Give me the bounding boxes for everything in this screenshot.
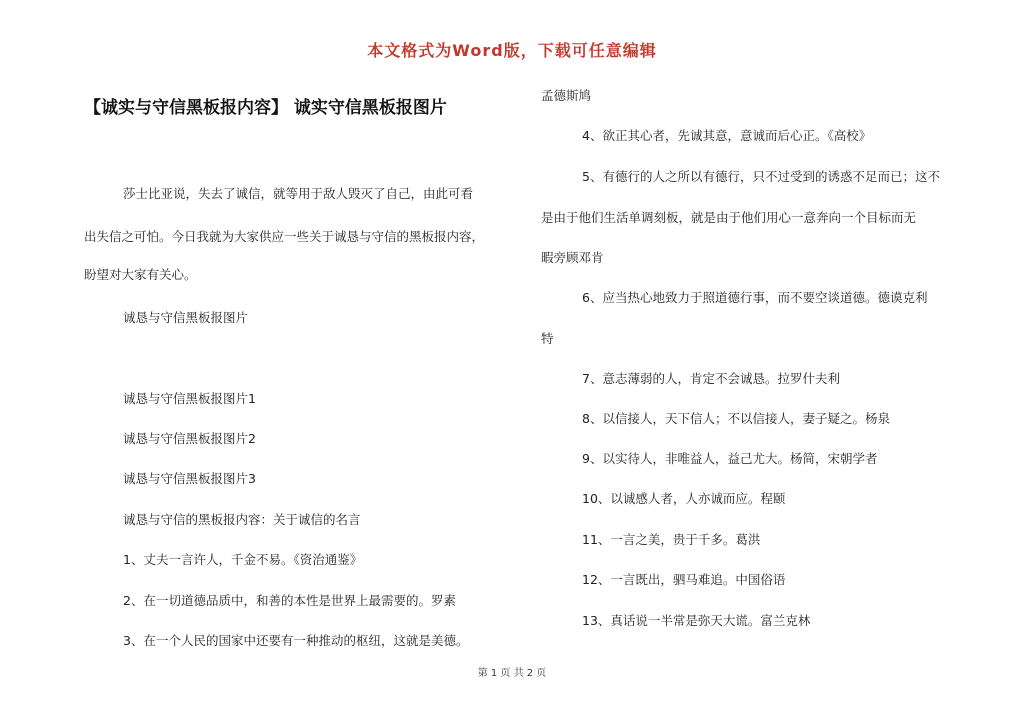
intro-line-3: 盼望对大家有关心。	[84, 267, 197, 282]
quote-9: 9、以实待人，非唯益人，益己尤大。杨简，宋朝学者	[582, 451, 878, 466]
quote-5-line-2: 是由于他们生活单调刻板，就是由于他们用心一意奔向一个目标而无	[541, 210, 917, 225]
images-heading: 诚恳与守信黑板报图片	[123, 310, 249, 325]
intro-line-2: 出失信之可怕。今日我就为大家供应一些关于诚恳与守信的黑板报内容，	[84, 229, 485, 244]
quote-8: 8、以信接人，天下信人；不以信接人，妻子疑之。杨泉	[582, 411, 890, 426]
quote-3: 3、在一个人民的国家中还要有一种推动的枢纽，这就是美德。	[123, 633, 469, 648]
quote-6-line-2: 特	[541, 331, 554, 346]
quote-7: 7、意志薄弱的人，肯定不会诚恳。拉罗什夫利	[582, 371, 840, 386]
image-caption-1: 诚恳与守信黑板报图片1	[123, 391, 256, 406]
image-caption-2: 诚恳与守信黑板报图片2	[123, 431, 256, 446]
page-footer: 第 1 页 共 2 页	[477, 668, 547, 679]
document-title: 【诚实与守信黑板报内容】 诚实守信黑板报图片	[84, 98, 447, 118]
quote-6-line-1: 6、应当热心地致力于照道德行事，而不要空谈道德。德谟克利	[582, 290, 928, 305]
quote-11: 11、一言之美，贵于千多。葛洪	[582, 532, 761, 547]
quote-10: 10、以诚感人者，人亦诚而应。程颐	[582, 491, 786, 506]
quote-12: 12、一言既出，驷马难追。中国俗语	[582, 572, 786, 587]
image-caption-3: 诚恳与守信黑板报图片3	[123, 471, 256, 486]
quotes-heading: 诚恳与守信的黑板报内容：关于诚信的名言	[123, 512, 361, 527]
intro-line-1: 莎士比亚说，失去了诚信，就等用于敌人毁灭了自己，由此可看	[123, 186, 474, 201]
quote-3-author: 孟德斯鸠	[541, 88, 592, 103]
quote-5-line-1: 5、有德行的人之所以有德行，只不过受到的诱惑不足而已；这不	[582, 169, 940, 184]
quote-2: 2、在一切道德品质中，和善的本性是世界上最需要的。罗素	[123, 593, 456, 608]
quote-1: 1、丈夫一言许人，千金不易。《资治通鉴》	[123, 552, 363, 567]
quote-5-line-3: 暇旁顾邓肯	[541, 250, 604, 265]
quote-4: 4、欲正其心者，先诚其意，意诚而后心正。《高校》	[582, 128, 872, 143]
quote-13: 13、真话说一半常是弥天大谎。富兰克林	[582, 613, 811, 628]
edit-notice-banner: 本文格式为Word版，下载可任意编辑	[367, 41, 657, 60]
